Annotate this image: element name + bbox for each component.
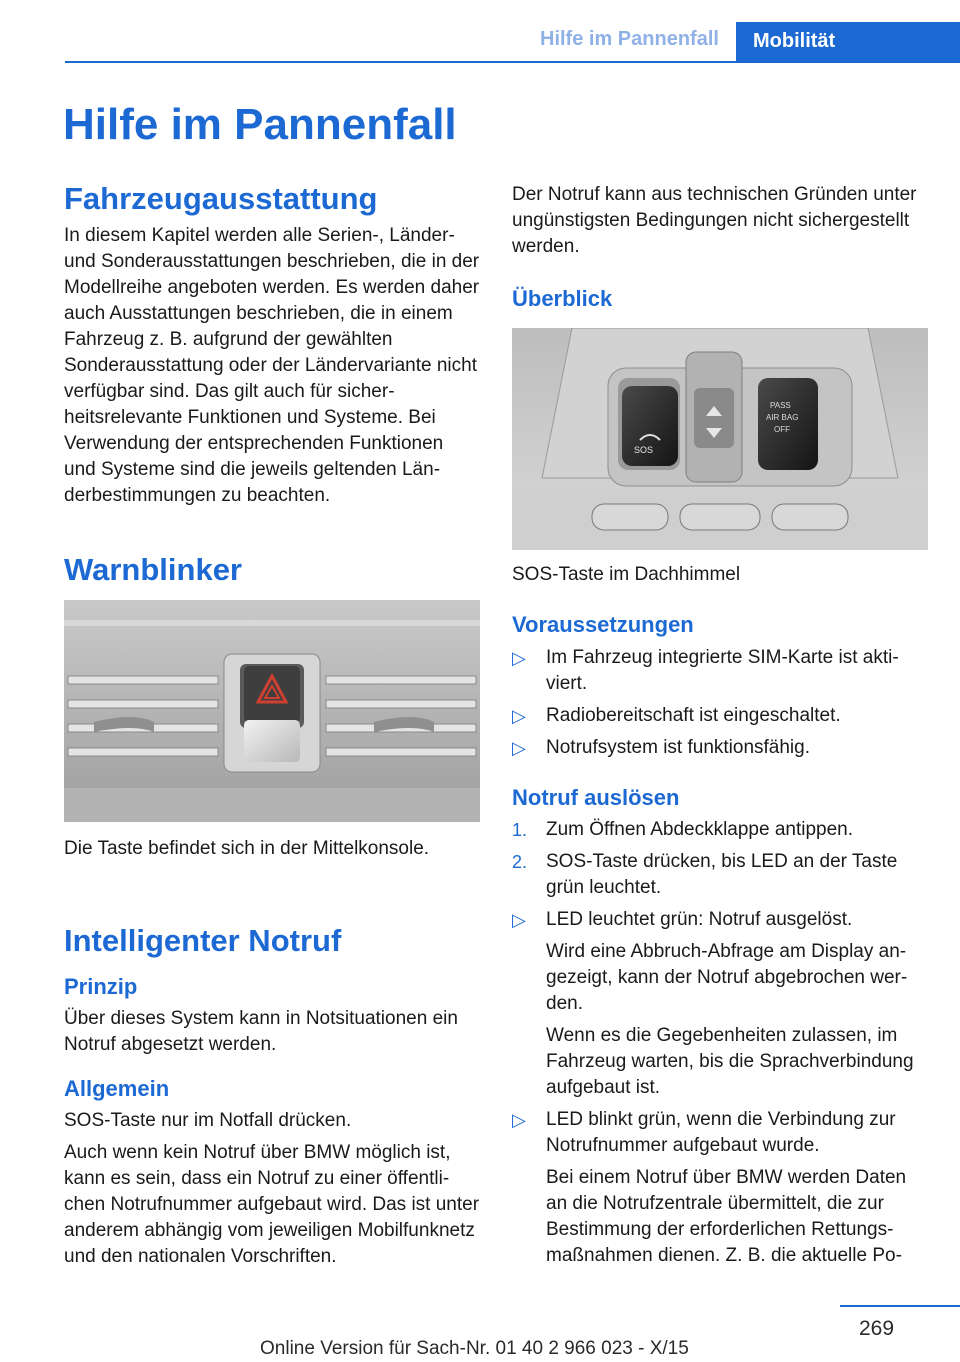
footer-rule [840, 1305, 960, 1307]
bullet-marker: ▷ [512, 1110, 526, 1131]
hazard-button-image [64, 600, 480, 822]
paragraph-warten: Wenn es die Gegebenheiten zulassen, im Fahrzeug warten, bis die Sprachverbindung aufgebaut ist. [546, 1025, 914, 1099]
paragraph-datenuebermittlung: Bei einem Notruf über BMW werden Daten an die Notrufzentrale übermittelt, die zur Bestimmung der erforderlichen Rettungsmaßnahmen dienen. Z. B. die aktuelle Po‐ [546, 1167, 907, 1267]
heading-allgemein: Allgemein [64, 1075, 170, 1101]
paragraph-allgemein-2: Auch wenn kein Notruf über BMW möglich ist, kann es sein, dass ein Notruf zu einer öffentlichen Notrufnummer aufgebaut wird. Das ist unter anderem abhängig vom jeweiligen Mobilfunknetz und den nationalen Vorschriften. [64, 1142, 480, 1268]
caption-sos: SOS-Taste im Dachhimmel [512, 564, 741, 586]
header-rule [65, 61, 960, 63]
list-item: ▷ LED blinkt grün, wenn die Verbindung zur Notrufnummer aufgebaut wurde. Bei einem Notruf über BMW werden Daten an die Notrufzentrale übermittelt, die zur Bestimmung der erforderlichen Rettungsmaßnahmen dienen. Z. B. die aktuelle Po‐ [512, 1107, 928, 1269]
list-item: 1. Zum Öffnen Abdeckklappe antippen. [512, 817, 928, 843]
heading-prinzip: Prinzip [64, 973, 138, 999]
hazard-button-figure [64, 600, 480, 822]
off-label: OFF [774, 425, 790, 435]
bullet-marker: ▷ [512, 647, 526, 668]
list-item: ▷ LED leuchtet grün: Notruf ausgelöst. Wird eine Abbruch-Abfrage am Display angezeigt, kann der Notruf abgebrochen werden. Wenn es die Gegebenheiten zulassen, im Fahrzeug warten, bis die Sprachverbindung aufgebaut ist. [512, 907, 928, 1101]
list-item: ▷ Radiobereitschaft ist eingeschaltet. [512, 703, 928, 729]
heading-notruf-ausloesen: Notruf auslösen [512, 784, 680, 810]
step-number: 1. [512, 820, 528, 841]
list-item: ▷ Im Fahrzeug integrierte SIM-Karte ist aktiviert. [512, 646, 899, 694]
header-section-title: Hilfe im Pannenfall [540, 28, 719, 50]
trigger-steps-list [512, 817, 928, 1269]
list-item: ▷ Notrufsystem ist funktionsfähig. [512, 735, 928, 761]
left-column [64, 180, 480, 1270]
sos-button-figure [512, 328, 928, 550]
airbag-label: AIR BAG [766, 413, 799, 423]
page-title: Hilfe im Pannenfall [63, 100, 457, 149]
heading-warnblinker: Warnblinker [64, 552, 242, 588]
sos-button-image [512, 328, 928, 550]
paragraph-prinzip: Über dieses System kann in Notsituationen ein Notruf abgesetzt werden. [64, 1007, 458, 1055]
caption-hazard: Die Taste befindet sich in der Mittelkonsole. [64, 838, 430, 860]
list-item: 2. SOS-Taste drücken, bis LED an der Taste grün leuchtet. [512, 851, 898, 899]
right-column [512, 182, 928, 1269]
page-number: 269 [859, 1317, 895, 1340]
header-chapter-tab: Mobilität [736, 22, 960, 63]
paragraph-abbruch: Wird eine Abbruch-Abfrage am Display angezeigt, kann der Notruf abgebrochen werden. [546, 941, 908, 1015]
heading-voraussetzungen: Voraussetzungen [512, 612, 694, 638]
paragraph-notruf-hinweis: Der Notruf kann aus technischen Gründen unter ungünstigsten Bedingungen nicht sichergestellt werden. [512, 184, 917, 257]
sos-label: SOS [634, 445, 654, 456]
heading-fahrzeugausstattung: Fahrzeugausstattung [64, 181, 378, 216]
requirements-list [512, 645, 928, 761]
footer-note: Online Version für Sach-Nr. 01 40 2 966 023 - X/15 [260, 1338, 689, 1359]
bullet-marker: ▷ [512, 910, 526, 931]
paragraph-fahrzeugausstattung: In diesem Kapitel werden alle Serien-, Länder- und Sonderausstattungen beschrieben, die in der Modellreihe angeboten werden. Es werden daher auch Ausstattungen beschrieben, die in einem Fahrzeug z. B. aufgrund der gewählten Sonderausstattung oder der Ländervariante nicht verfügbar sind. Das gilt auch für sicherheitsrelevante Funktionen und Systeme. Bei Verwendung der entsprechenden Funktionen und Systeme sind die jeweils geltenden Länderbestimmungen zu beachten. [64, 225, 480, 507]
bullet-marker: ▷ [512, 705, 526, 726]
bullet-marker: ▷ [512, 737, 526, 758]
paragraph-allgemein-1: SOS-Taste nur im Notfall drücken. [64, 1110, 352, 1132]
step-number: 2. [512, 852, 528, 873]
pass-label: PASS [770, 401, 791, 411]
heading-ueberblick: Überblick [512, 286, 613, 311]
heading-intelligenter-notruf: Intelligenter Notruf [64, 923, 342, 959]
